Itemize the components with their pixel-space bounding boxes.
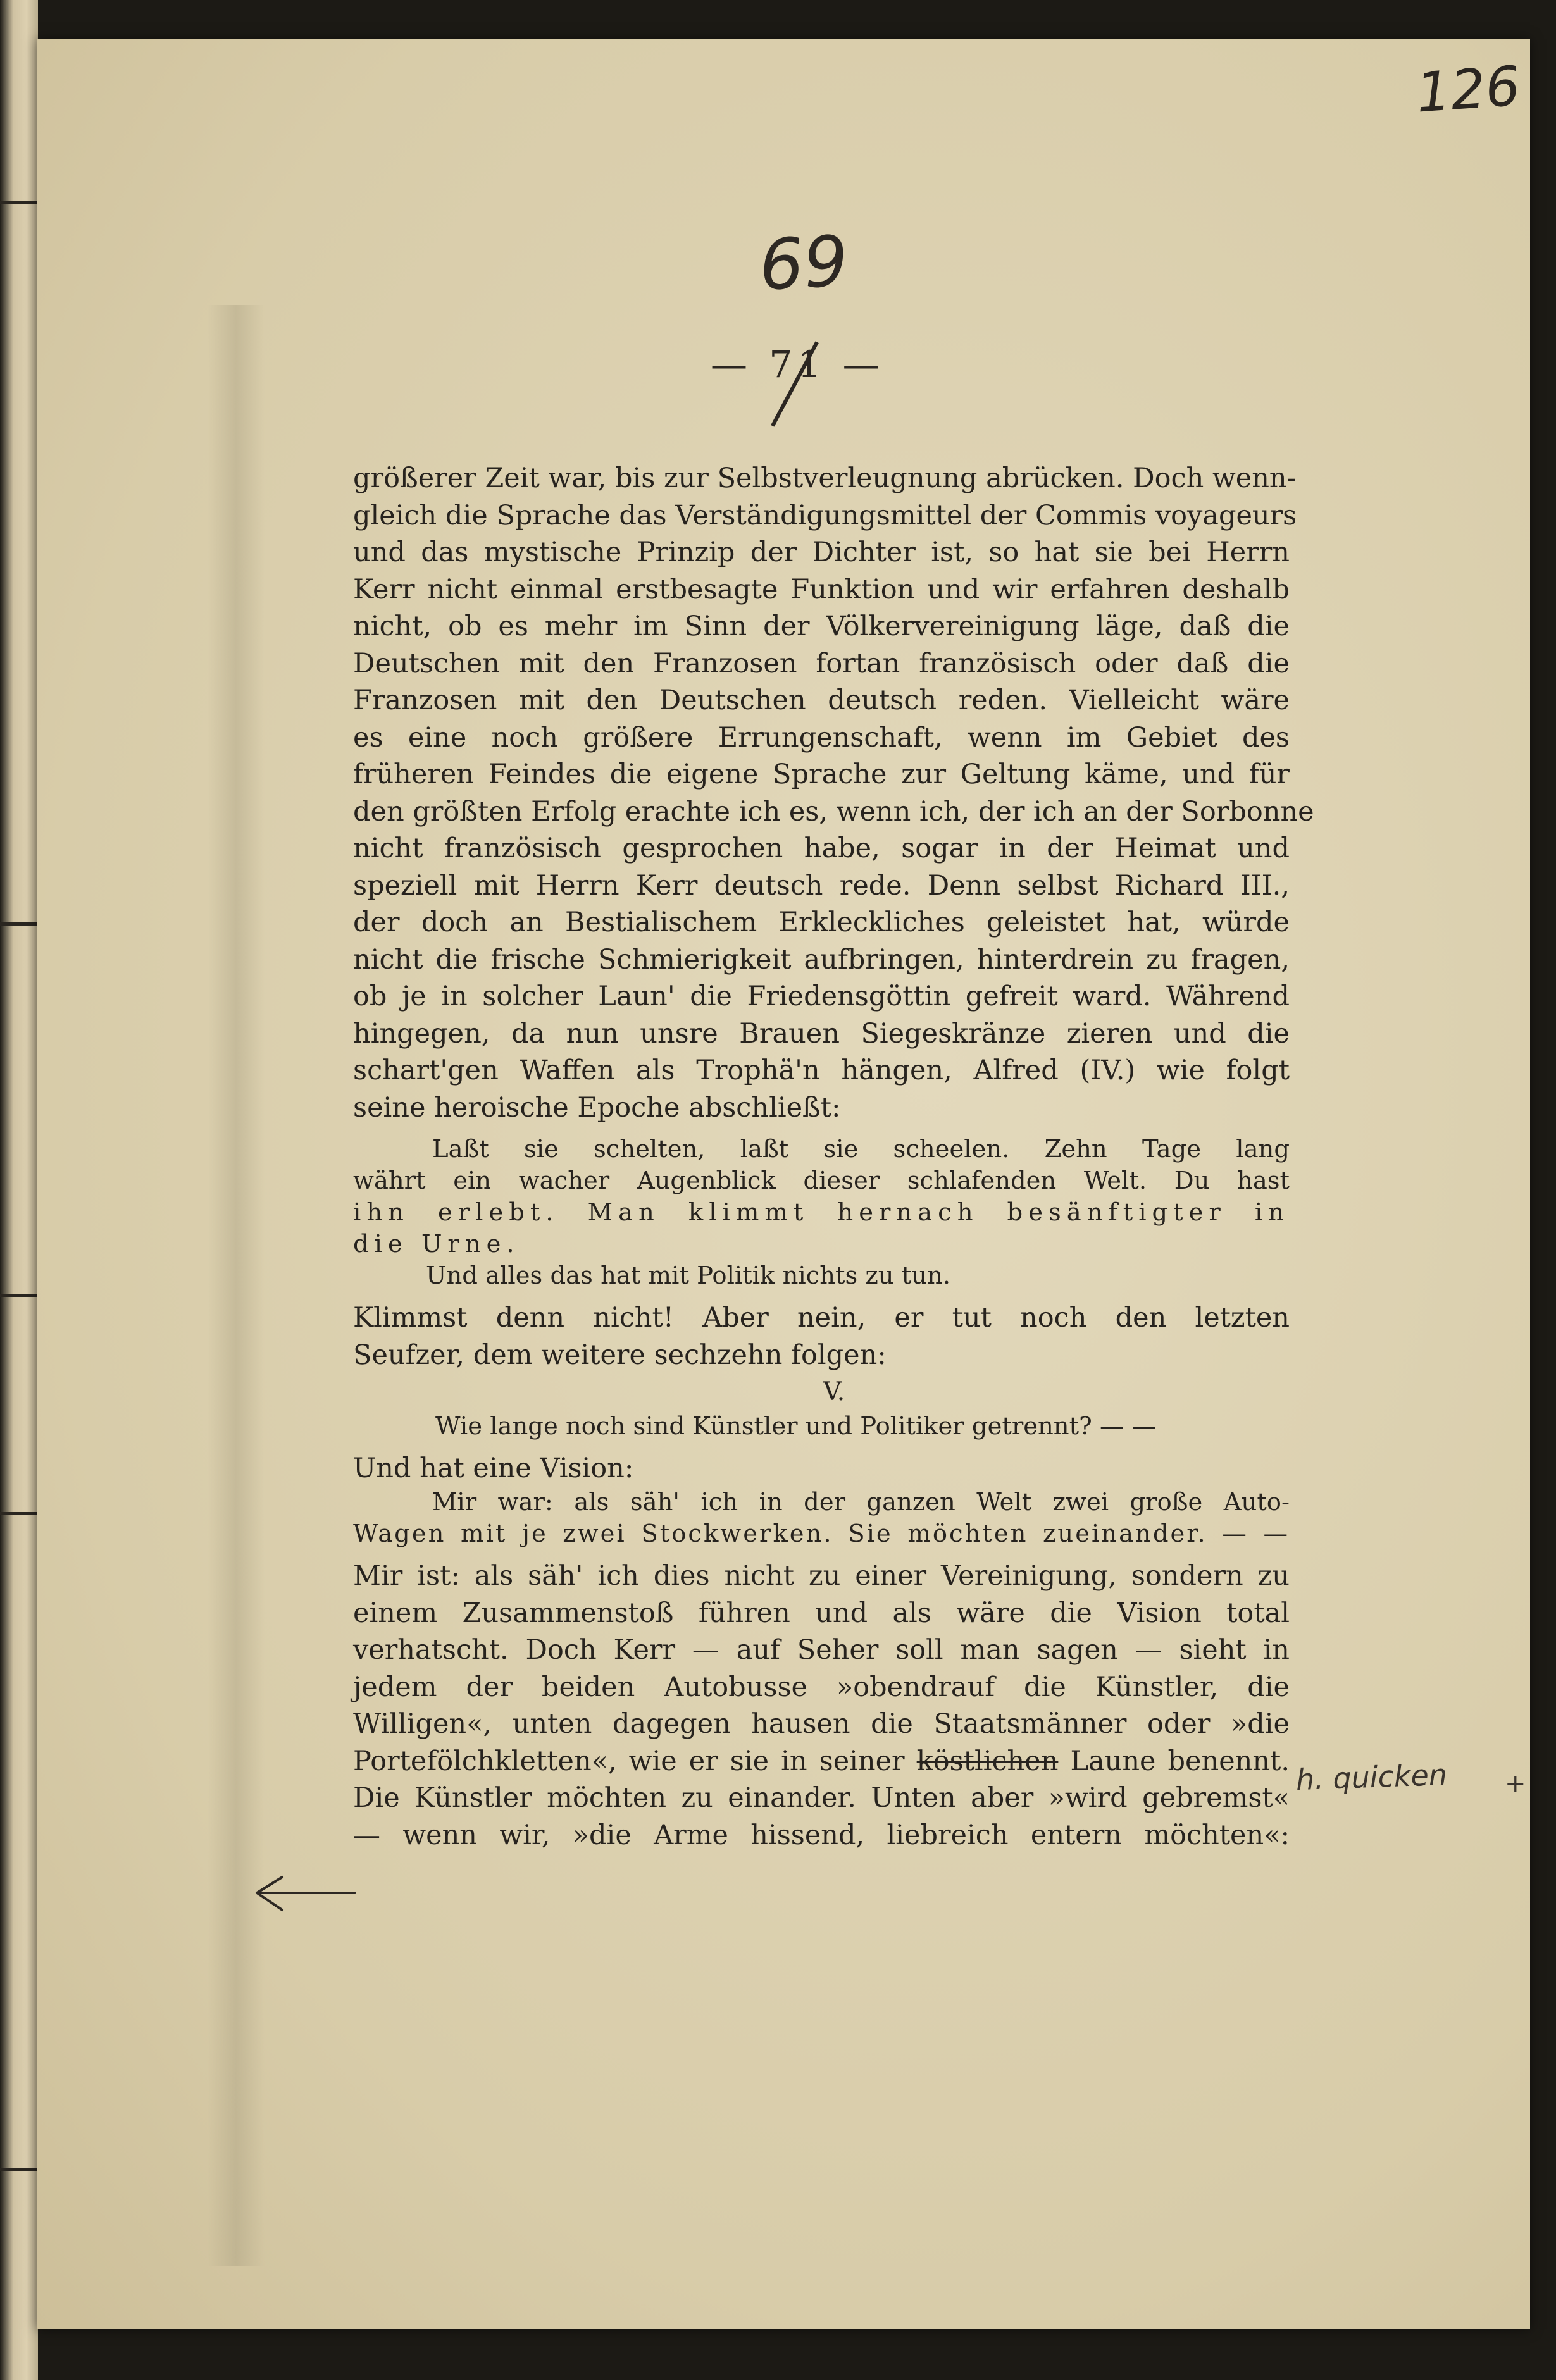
binding-edge — [0, 0, 38, 2380]
text-line: größerer Zeit war, bis zur Selbstverleugnung abrücken. Doch wenn- — [353, 462, 1297, 494]
body-text — [353, 460, 1314, 1854]
text-line: Seufzer, dem weitere sechzehn folgen: — [353, 1339, 887, 1371]
quote-line: währt ein wacher Augenblick dieser schlafenden Welt. Du hast — [353, 1167, 1290, 1195]
text-line: Deutschen mit den Franzosen fortan französisch oder daß die — [353, 647, 1290, 679]
text-line: Mir ist: als säh' ich dies nicht zu einer Vereinigung, sondern zu — [353, 1560, 1290, 1592]
margin-tick — [0, 922, 37, 926]
quote-line: Wagen mit je zwei Stockwerken. Sie möchten zueinander. — — — [353, 1520, 1290, 1548]
margin-tick — [0, 1294, 37, 1297]
text-line: schart'gen Waffen als Trophä'n hängen, Alfred (IV.) wie folgt — [353, 1055, 1290, 1086]
text-line-with-strikeout: Portefölchkletten«, wie er sie in seiner köstlichen Laune benennt. — [353, 1745, 1290, 1777]
quote-line: Mir war: als säh' ich in der ganzen Welt zwei große Auto- — [432, 1488, 1290, 1516]
printed-page-number: — 71 — — [711, 343, 885, 386]
text-line: speziell mit Herrn Kerr deutsch rede. Denn selbst Richard III., — [353, 869, 1290, 902]
text-line: Willigen«, unten dagegen hausen die Staatsmänner oder »die — [353, 1708, 1290, 1740]
margin-tick — [0, 2168, 37, 2171]
margin-tick — [0, 201, 37, 204]
text-line: nicht, ob es mehr im Sinn der Völkervereinigung läge, daß die — [353, 610, 1290, 642]
text-line: gleich die Sprache das Verständigungsmittel der Commis voyageurs — [353, 499, 1297, 531]
handwritten-page-number: 69 — [757, 220, 850, 306]
text-line: seine heroische Epoche abschließt: — [353, 1091, 841, 1124]
text-line: früheren Feindes die eigene Sprache zur Geltung käme, und für — [353, 759, 1290, 790]
text-line: den größten Erfolg erachte ich es, wenn ich, der ich an der Sorbonne — [353, 795, 1314, 827]
folio-number: 126 — [1414, 54, 1522, 125]
quote-line: Laßt sie schelten, laßt sie scheelen. Zehn Tage lang — [432, 1135, 1290, 1163]
quote-line: die Urne. — [353, 1230, 520, 1258]
text-line: Und hat eine Vision: — [353, 1452, 634, 1484]
text-line: ob je in solcher Laun' die Friedensgöttin gefreit ward. Während — [353, 981, 1290, 1012]
text-line: Klimmst denn nicht! Aber nein, er tut noch den letzten — [353, 1302, 1290, 1334]
quote-line: ihn erlebt. Man klimmt hernach besänftigter in — [353, 1198, 1290, 1227]
text-line: es eine noch größere Errungenschaft, wenn im Gebiet des — [353, 721, 1290, 753]
text-line: Kerr nicht einmal erstbesagte Funktion und wir erfahren deshalb — [353, 573, 1290, 605]
plus-mark: + — [1505, 1770, 1526, 1799]
text-line: Die Künstler möchten zu einander. Unten aber »wird gebremst« — [353, 1782, 1290, 1814]
text-line: nicht französisch gesprochen habe, sogar in der Heimat und — [353, 833, 1290, 864]
text-line: jedem der beiden Autobusse »obendrauf die Künstler, die — [353, 1671, 1290, 1703]
struck-word: köstlichen — [916, 1745, 1059, 1777]
document-page — [37, 39, 1530, 2329]
handwritten-margin-note: h. quicken — [1295, 1757, 1448, 1797]
left-arrow-icon — [251, 1871, 358, 1915]
text-line: nicht die frische Schmierigkeit aufbringen, hinterdrein zu fragen, — [353, 943, 1290, 976]
text-line: verhatscht. Doch Kerr — auf Seher soll man sagen — sieht in — [353, 1634, 1290, 1666]
show-through-stamp — [208, 305, 265, 2266]
quote-closing: Und alles das hat mit Politik nichts zu tun. — [426, 1261, 951, 1290]
text-line: und das mystische Prinzip der Dichter ist, so hat sie bei Herrn — [353, 536, 1290, 568]
margin-tick — [0, 1512, 37, 1515]
section-heading: V. — [823, 1377, 845, 1406]
quote-line: Wie lange noch sind Künstler und Politiker getrennt? — — — [435, 1411, 1157, 1441]
text-line: — wenn wir, »die Arme hissend, liebreich entern möchten«: — [353, 1819, 1290, 1851]
text-line: hingegen, da nun unsre Brauen Siegeskränze zieren und die — [353, 1017, 1290, 1050]
text-line: Franzosen mit den Deutschen deutsch reden. Vielleicht wäre — [353, 685, 1290, 716]
text-line: einem Zusammenstoß führen und als wäre die Vision total — [353, 1597, 1290, 1629]
text-line: der doch an Bestialischem Erkleckliches geleistet hat, würde — [353, 907, 1290, 938]
